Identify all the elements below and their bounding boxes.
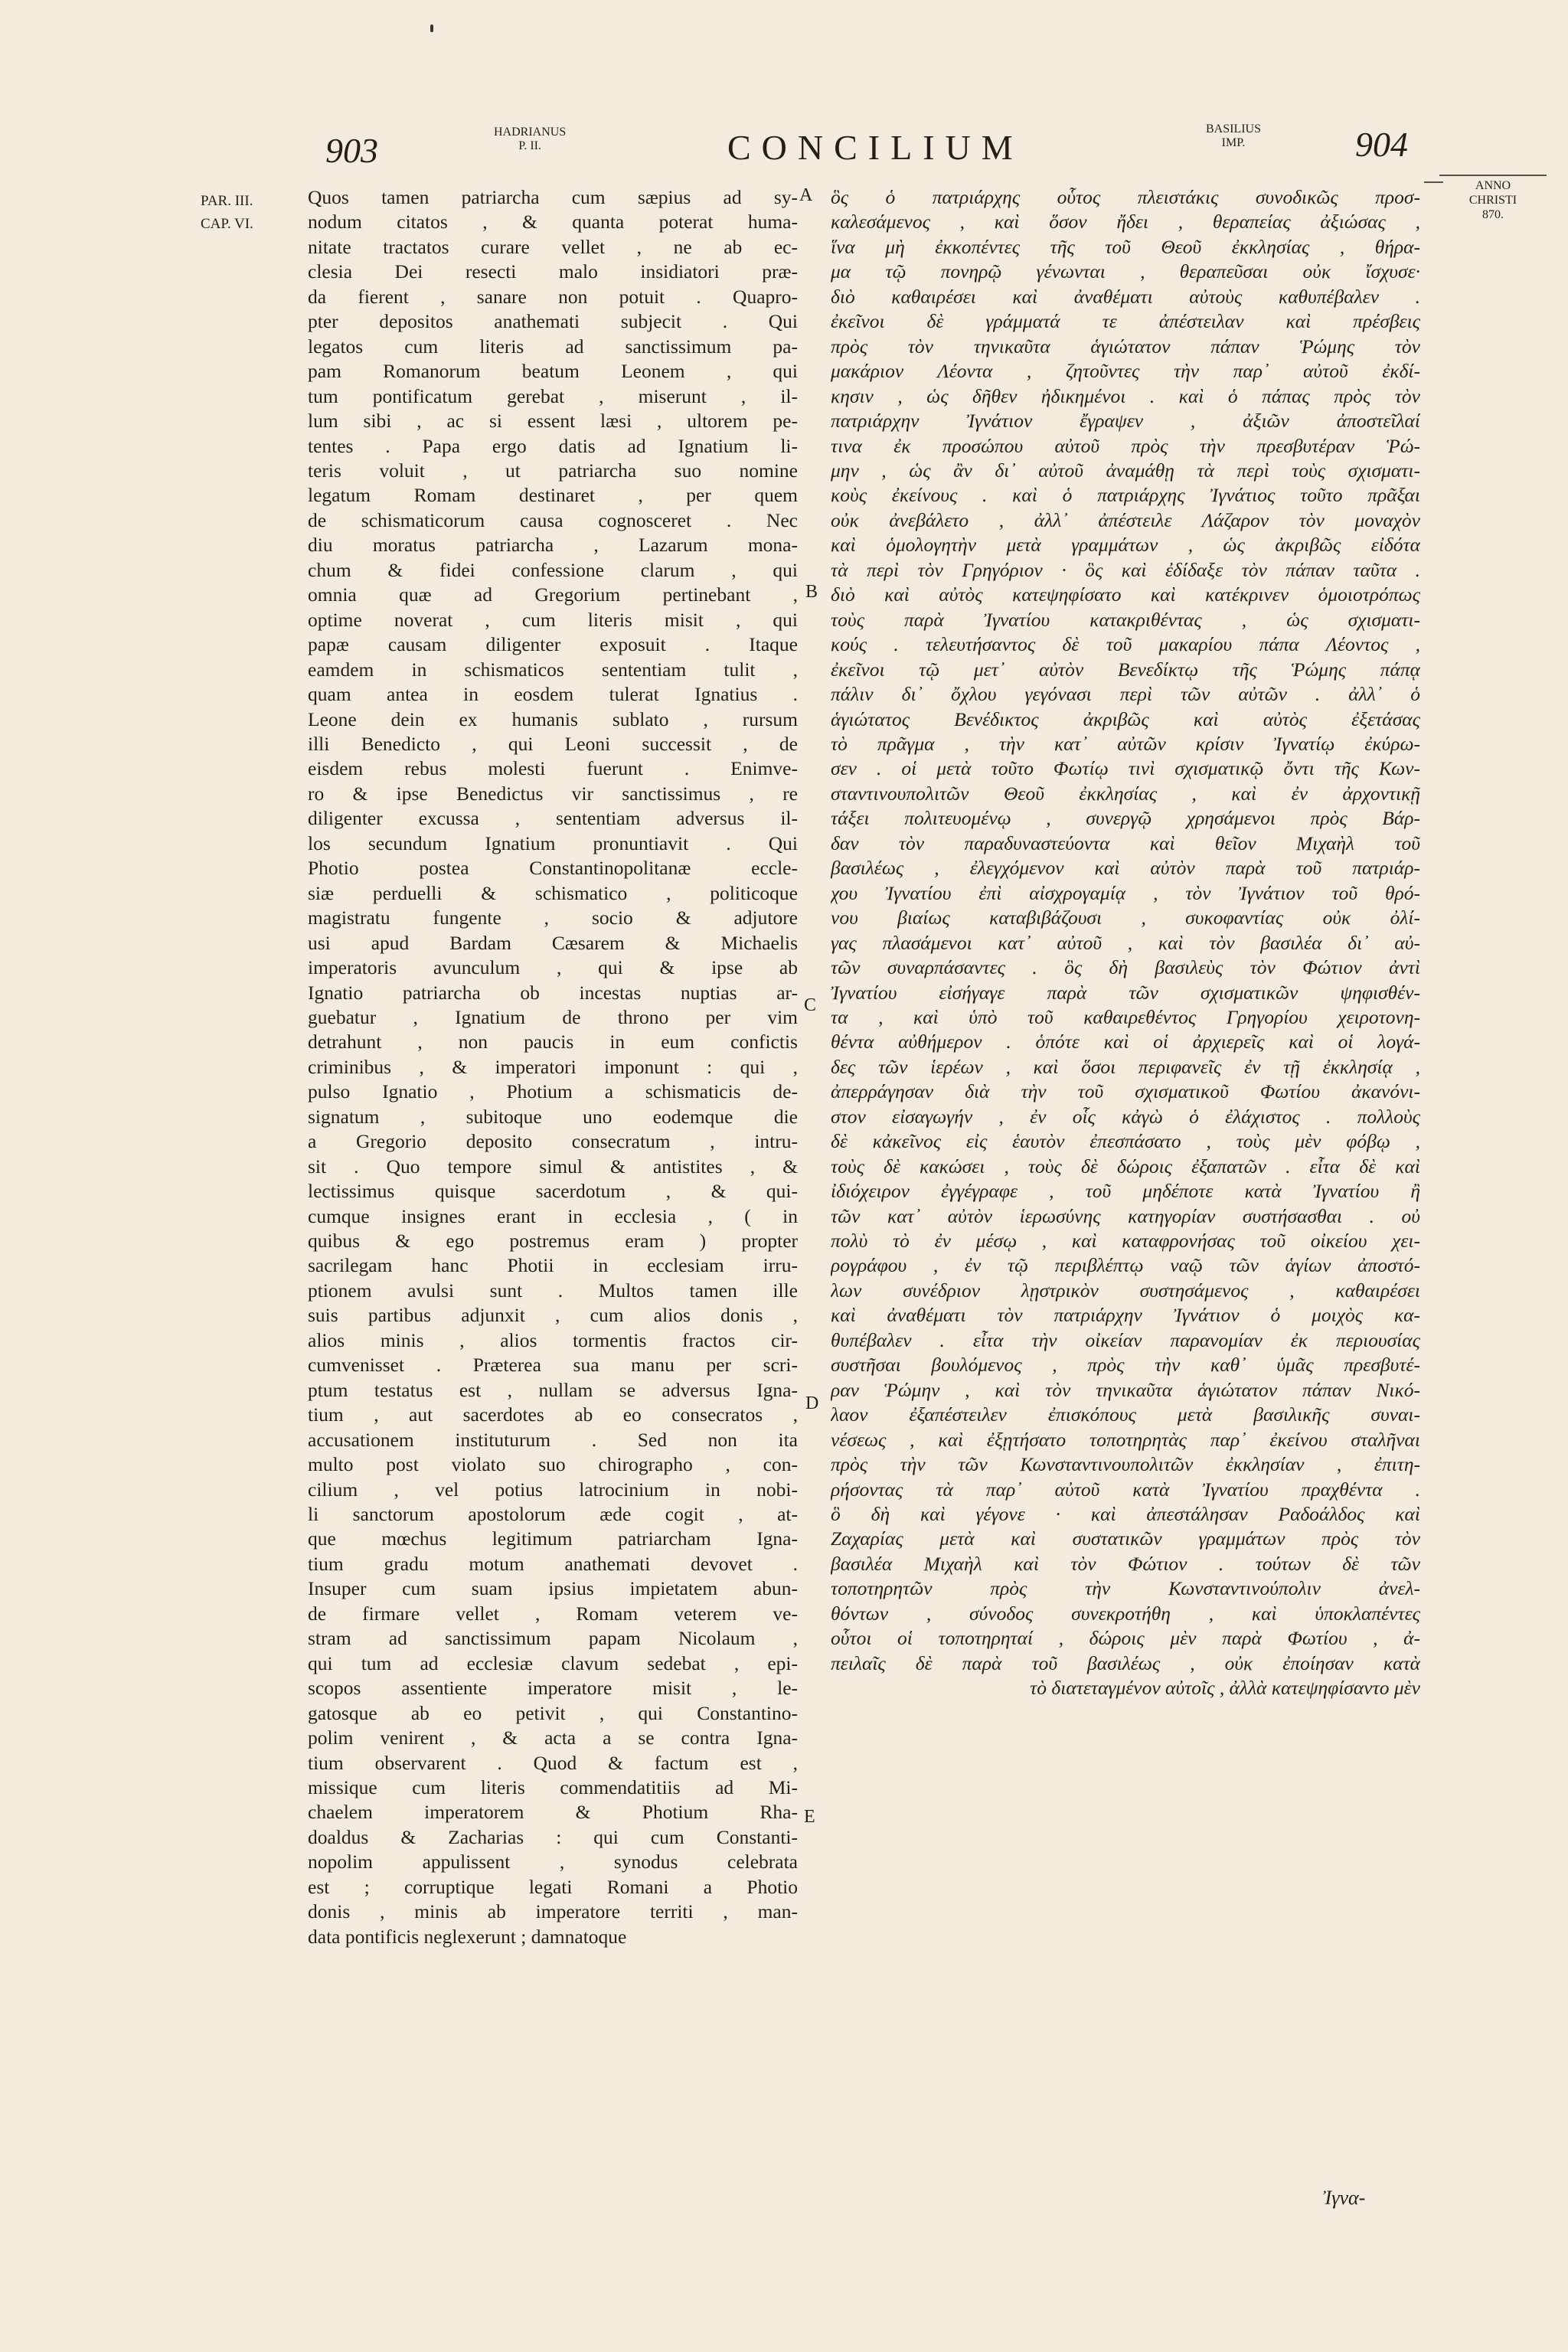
chapter-label: CAP. VI. — [201, 216, 253, 232]
latin-line: Photio postea Constantinopolitanæ eccle- — [308, 857, 798, 880]
latin-line: usi apud Bardam Cæsarem & Michaelis — [308, 931, 798, 954]
latin-line: chum & fidei confessione clarum , qui — [308, 558, 798, 581]
greek-line: ρήσοντας τὰ παρ᾽ αὐτοῦ κατὰ Ἰγνατίου πραχθέντα . — [831, 1478, 1420, 1501]
latin-line: cilium , vel potius latrocinium in nobi- — [308, 1478, 798, 1501]
greek-line: κούς . τελευτήσαντος δὲ τοῦ μακαρίου πάπα Λέοντος , — [831, 633, 1420, 656]
latin-line: quibus & ego postremus eram ) propter — [308, 1230, 798, 1253]
greek-line: χου Ἰγνατίου ἐπὶ αἰσχρογαμίᾳ , τὸν Ἰγνάτιον τοῦ θρό- — [831, 881, 1420, 904]
latin-line: stram ad sanctissimum papam Nicolaum , — [308, 1627, 798, 1650]
latin-line: tium , aut sacerdotes ab eo consecratos , — [308, 1403, 798, 1426]
greek-line: τὸ διατεταγμένον αὐτοῖς , ἀλλὰ κατεψηφίσαντο μὲν — [1030, 1677, 1420, 1700]
latin-line: lectissimus quisque sacerdotum , & qui- — [308, 1180, 798, 1203]
latin-line: legatos cum literis ad sanctissimum pa- — [308, 335, 798, 358]
greek-line: βασιλέα Μιχαὴλ καὶ τὸν Φώτιον . τούτων δὲ τῶν — [831, 1552, 1420, 1575]
greek-line: τὰ περὶ τὸν Γρηγόριον · ὃς καὶ ἐδίδαξε τὸν πάπαν ταῦτα . — [831, 558, 1420, 581]
latin-line: nodum citatos , & quanta poterat huma- — [308, 211, 798, 234]
latin-line: multo post violato suo chirographo , con- — [308, 1453, 798, 1476]
latin-line: diu moratus patriarcha , Lazarum mona- — [308, 534, 798, 557]
greek-line: τὸ πρᾶγμα , τὴν κατ᾽ αὐτῶν κρίσιν Ἰγνατίῳ ἐκύρω- — [831, 732, 1420, 755]
ink-speck — [430, 24, 433, 32]
latin-line: signatum , subitoque uno eodemque die — [308, 1105, 798, 1128]
greek-line: τάξει πολιτευομένῳ , συνεργῷ χρησάμενοι πρὸς Βάρ- — [831, 807, 1420, 830]
part-label: PAR. III. — [201, 193, 253, 209]
greek-line: οὐκ ἀνεβάλετο , ἀλλ᾽ ἀπέστειλε Λάζαρον τὸν μοναχὸν — [831, 508, 1420, 531]
latin-line: da fierent , sanare non potuit . Quapro- — [308, 285, 798, 308]
greek-line: καὶ ὁμολογητὴν μετὰ γραμμάτων , ὡς ἀκριβῶς εἰδότα — [831, 534, 1420, 557]
greek-line: μην , ὡς ἂν δι᾽ αὐτοῦ ἀναμάθῃ τὰ περὶ τοὺς σχισματι- — [831, 459, 1420, 482]
greek-line: οὗτοι οἱ τοποτηρηταί , δώροις μὲν παρὰ Φωτίου , ἀ- — [831, 1627, 1420, 1650]
greek-line: τοὺς δὲ κακώσει , τοὺς δὲ δώροις ἐξαπατῶν . εἶτα δὲ καὶ — [831, 1155, 1420, 1178]
section-letter-c: C — [804, 995, 817, 1015]
latin-line: eisdem rebus molesti fuerunt . Enimve- — [308, 757, 798, 780]
latin-line: siæ perduelli & schismatico , politicoque — [308, 881, 798, 904]
latin-line: que mœchus legitimum patriarcham Igna- — [308, 1527, 798, 1550]
latin-line: gatosque ab eo petivit , qui Constantino- — [308, 1701, 798, 1724]
greek-line: ρογράφου , ἐν τῷ περιβλέπτῳ ναῷ τῶν ἁγίων ἀποστό- — [831, 1254, 1420, 1277]
greek-line: τοὺς παρὰ Ἰγνατίου κατακριθέντας , ὡς σχισματι- — [831, 608, 1420, 631]
running-head-left — [494, 126, 566, 153]
greek-line: τα , καὶ ὑπὸ τοῦ καθαιρεθέντος Γρηγορίου χειροτονη- — [831, 1005, 1420, 1028]
latin-line: li sanctorum apostolorum æde cogit , at- — [308, 1503, 798, 1526]
page-number-right: 904 — [1355, 125, 1408, 164]
latin-line: magistratu fungente , socio & adjutore — [308, 906, 798, 929]
greek-line: πολὺ τὸ ἐν μέσῳ , καὶ καταφρονήσας τοῦ οἰκείου χει- — [831, 1230, 1420, 1253]
latin-line: doaldus & Zacharias : qui cum Constanti- — [308, 1825, 798, 1848]
latin-line: los secundum Ignatium pronuntiavit . Qui — [308, 831, 798, 854]
latin-line: data pontificis neglexerunt ; damnatoque — [308, 1925, 627, 1948]
greek-column — [831, 185, 1420, 1701]
greek-line: Ἰγνατίου εἰσήγαγε παρὰ τῶν σχισματικῶν ψηφισθέν- — [831, 981, 1420, 1004]
latin-line: accusationem instituturum . Sed non ita — [308, 1428, 798, 1451]
section-letter-d: D — [805, 1393, 819, 1413]
latin-line: quam antea in eosdem tulerat Ignatius . — [308, 683, 798, 706]
greek-line: διὸ καθαιρέσει καὶ ἀναθέματι αὐτοὺς καθυπέβαλεν . — [831, 285, 1420, 308]
greek-line: ἀπερράγησαν διὰ τὴν τοῦ σχισματικοῦ Φωτίου ἀκανόνι- — [831, 1080, 1420, 1103]
latin-line: Leone dein ex humanis sublato , rursum — [308, 707, 798, 730]
greek-line: λαον ἐξαπέστειλεν ἐπισκόπους μετὰ βασιλικῆς συναι- — [831, 1403, 1420, 1426]
latin-line: Insuper cum suam ipsius impietatem abun- — [308, 1577, 798, 1600]
section-letter-b: B — [805, 582, 818, 602]
section-letter-a: A — [799, 185, 813, 205]
christi-label: CHRISTI — [1468, 194, 1517, 207]
greek-line: καὶ ἀναθέματι τὸν πατριάρχην Ἰγνάτιον ὁ μοιχὸς κα- — [831, 1304, 1420, 1327]
latin-line: tentes . Papa ergo datis ad Ignatium li- — [308, 434, 798, 457]
running-head-right-line1: BASILIUS — [1206, 122, 1262, 136]
page-number-left: 903 — [325, 131, 378, 170]
latin-line: nitate tractatos curare vellet , ne ab ec- — [308, 235, 798, 258]
latin-line: sacrilegam hanc Photii in ecclesiam irru- — [308, 1254, 798, 1277]
latin-line: tium gradu motum anathemati devovet . — [308, 1552, 798, 1575]
greek-line: ἵνα μὴ ἐκκοπέντες τῆς τοῦ Θεοῦ ἐκκλησίας , θήρα- — [831, 235, 1420, 258]
latin-line: illi Benedicto , qui Leoni successit , de — [308, 732, 798, 755]
latin-line: omnia quæ ad Gregorium pertinebant , — [308, 583, 798, 606]
greek-line: πρὸς τὴν τῶν Κωνσταντινουπολιτῶν ἐκκλησίαν , ἐπιτη- — [831, 1453, 1420, 1476]
greek-line: θόντων , σύνοδος συνεκροτήθη , καὶ ὑποκλαπέντες — [831, 1602, 1420, 1625]
latin-line: sit . Quo tempore simul & antistites , & — [308, 1155, 798, 1178]
latin-line: a Gregorio deposito consecratum , intru- — [308, 1130, 798, 1153]
latin-line: optime noverat , cum literis misit , qui — [308, 608, 798, 631]
greek-line: ὃς ὁ πατριάρχης οὗτος πλειστάκις συνοδικῶς προσ- — [831, 186, 1420, 208]
greek-line: τῶν συναρπάσαντες . ὃς δὴ βασιλεὺς τὸν Φώτιον ἀντὶ — [831, 956, 1420, 979]
latin-line: ro & ipse Benedictus vir sanctissimus , re — [308, 782, 798, 805]
greek-line: νέσεως , καὶ ἐξῃτήσατο τοποτηρητὰς παρ᾽ ἐκείνου σταλῆναι — [831, 1428, 1420, 1451]
greek-line: ραν Ῥώμην , καὶ τὸν τηνικαῦτα ἁγιώτατον πάπαν Νικό- — [831, 1378, 1420, 1401]
greek-line: δὲ κἀκεῖνος εἰς ἑαυτὸν ἐπεσπάσατο , τοὺς μὲν φόβῳ , — [831, 1130, 1420, 1153]
running-head-right-line2: IMP. — [1221, 136, 1246, 149]
greek-line: ἐκεῖνοι τῷ μετ᾽ αὐτὸν Βενεδίκτῳ τῆς Ῥώμης πάπᾳ — [831, 658, 1420, 681]
greek-line: πειλαῖς δὲ παρὰ τοῦ βασιλέως , οὐκ ἐποίησαν κατὰ — [831, 1651, 1420, 1674]
latin-line: clesia Dei resecti malo insidiatori præ- — [308, 260, 798, 283]
greek-line: σταντινουπολιτῶν Θεοῦ ἐκκλησίας , καὶ ἐν ἀρχοντικῇ — [831, 782, 1420, 805]
latin-line: alios minis , alios tormentis fractos cir- — [308, 1328, 798, 1351]
greek-line: βασιλέως , ἐλεγχόμενον καὶ αὐτὸν παρὰ τοῦ πατριάρ- — [831, 857, 1420, 880]
latin-line: criminibus , & imperatori imponunt : qui , — [308, 1055, 798, 1078]
latin-line: suis partibus adjunxit , cum alios donis , — [308, 1304, 798, 1327]
latin-line: eamdem in schismaticos sententiam tulit , — [308, 658, 798, 681]
greek-line: νου βιαίως καταβιβάζουσι , συκοφαντίας οὐκ ὀλί- — [831, 906, 1420, 929]
anno-christi-note — [1439, 175, 1547, 222]
greek-line: τῶν κατ᾽ αὐτὸν ἱερωσύνης κατηγορίαν συστήσασθαι . οὐ — [831, 1204, 1420, 1227]
greek-line: δαν τὸν παραδυναστεύοντα καὶ θεῖον Μιχαὴλ τοῦ — [831, 831, 1420, 854]
latin-line: legatum Romam destinaret , per quem — [308, 484, 798, 507]
running-head-left-line1: HADRIANUS — [494, 126, 567, 139]
latin-line: polim venirent , & acta a se contra Igna- — [308, 1726, 798, 1749]
greek-line: γας πλασάμενοι κατ᾽ αὐτοῦ , καὶ τὸν βασιλέα δι᾽ αὐ- — [831, 931, 1420, 954]
latin-line: tum pontificatum gerebat , miserunt , il- — [308, 384, 798, 407]
latin-line: cumvenisset . Præterea sua manu per scri- — [308, 1354, 798, 1377]
greek-line: τοποτηρητῶν πρὸς τὴν Κωνσταντινούπολιν ἀνελ- — [831, 1577, 1420, 1600]
greek-line: ἰδιόχειρον ἐγγέγραφε , τοῦ μηδέποτε κατὰ Ἰγνατίου ἢ — [831, 1180, 1420, 1203]
anno-year: 870. — [1482, 208, 1504, 221]
running-head-left-line2: P. II. — [518, 139, 541, 152]
greek-line: ὃ δὴ καὶ γέγονε · καὶ ἀπεστάλησαν Ραδοάλδος καὶ — [831, 1503, 1420, 1526]
greek-line: διὸ καὶ αὐτὸς κατεψηφίσατο καὶ κατέκρινεν ὁμοιοτρόπως — [831, 583, 1420, 606]
greek-line: ἐκεῖνοι δὲ γράμματά τε ἀπέστειλαν καὶ πρέσβεις — [831, 310, 1420, 333]
greek-line: Ζαχαρίας μετὰ καὶ συστατικῶν γραμμάτων πρὸς τὸν — [831, 1527, 1420, 1550]
latin-line: cumque insignes erant in ecclesia , ( in — [308, 1204, 798, 1227]
latin-line: guebatur , Ignatium de throno per vim — [308, 1005, 798, 1028]
latin-line: est ; corruptique legati Romani a Photio — [308, 1875, 798, 1898]
latin-line: imperatoris avunculum , qui & ipse ab — [308, 956, 798, 979]
latin-line: pulso Ignatio , Photium a schismaticis de- — [308, 1080, 798, 1103]
greek-line: πάλιν δι᾽ ὄχλου γεγόνασι περὶ τῶν αὐτῶν . ἀλλ᾽ ὁ — [831, 683, 1420, 706]
latin-line: diligenter excussa , sententiam adversus il- — [308, 807, 798, 830]
latin-line: donis , minis ab imperatore territi , man- — [308, 1900, 798, 1923]
latin-line: pter depositos anathemati subjecit . Qui — [308, 310, 798, 333]
latin-line: qui tum ad ecclesiæ clavum sedebat , epi- — [308, 1651, 798, 1674]
latin-line: tium observarent . Quod & factum est , — [308, 1751, 798, 1774]
greek-line: πρὸς τὸν τηνικαῦτα ἁγιώτατον πάπαν Ῥώμης τὸν — [831, 335, 1420, 358]
latin-line: missique cum literis commendatitiis ad Mi- — [308, 1776, 798, 1798]
latin-line: ptionem avulsi sunt . Multos tamen ille — [308, 1279, 798, 1302]
greek-line: λων συνέδριον λῃστρικὸν συστησάμενος , καθαιρέσει — [831, 1279, 1420, 1302]
left-margin-note — [201, 190, 253, 236]
anno-label: ANNO — [1475, 179, 1511, 192]
greek-line: θέντα αὐθήμερον . ὁπότε καὶ οἱ ἀρχιερεῖς καὶ οἱ λογά- — [831, 1031, 1420, 1054]
latin-line: nopolim appulissent , synodus celebrata — [308, 1851, 798, 1873]
latin-line: de schismaticorum causa cognosceret . Nec — [308, 508, 798, 531]
latin-line: lum sibi , ac si essent læsi , ultorem pe- — [308, 410, 798, 433]
latin-line: pam Romanorum beatum Leonem , qui — [308, 360, 798, 383]
latin-line: Quos tamen patriarcha cum sæpius ad sy- — [308, 186, 798, 208]
running-head-right — [1206, 122, 1261, 150]
page-title: CONCILIUM — [727, 128, 1024, 167]
section-letter-e: E — [804, 1807, 815, 1827]
latin-line: detrahunt , non paucis in eum confictis — [308, 1031, 798, 1054]
greek-line: σεν . οἱ μετὰ τοῦτο Φωτίῳ τινὶ σχισματικῷ ὄντι τῆς Κων- — [831, 757, 1420, 780]
greek-line: δες τῶν ἱερέων , καὶ ὅσοι περιφανεῖς ἐν τῇ ἐκκλησίᾳ , — [831, 1055, 1420, 1078]
greek-line: ἁγιώτατος Βενέδικτος ἀκριβῶς καὶ αὐτὸς ἐξετάσας — [831, 707, 1420, 730]
greek-line: κησιν , ὡς δῆθεν ἠδικημένοι . καὶ ὁ πάπας πρὸς τὸν — [831, 384, 1420, 407]
latin-line: de firmare vellet , Romam veterem ve- — [308, 1602, 798, 1625]
greek-line: συστῆσαι βουλόμενος , πρὸς τὴν καθ᾽ ὑμᾶς πρεσβυτέ- — [831, 1354, 1420, 1377]
greek-line: καλεσάμενος , καὶ ὅσον ἤδει , θεραπείας ἀξιώσας , — [831, 211, 1420, 234]
greek-line: τινα ἐκ προσώπου αὐτοῦ πρὸς τὴν πρεσβυτέραν Ῥώ- — [831, 434, 1420, 457]
catchword: Ἰγνα- — [1323, 2187, 1366, 2209]
greek-line: μακάριον Λέοντα , ζητοῦντες τὴν παρ᾽ αὐτοῦ ἐκδί- — [831, 360, 1420, 383]
latin-line: papæ causam diligenter exposuit . Itaque — [308, 633, 798, 656]
latin-line: Ignatio patriarcha ob incestas nuptias ar- — [308, 981, 798, 1004]
latin-line: chaelem imperatorem & Photium Rha- — [308, 1801, 798, 1824]
latin-line: ptum testatus est , nullam se adversus Igna- — [308, 1378, 798, 1401]
greek-line: θυπέβαλεν . εἶτα τὴν οἰκείαν παρανομίαν ἐκ περιουσίας — [831, 1328, 1420, 1351]
greek-line: μα τῷ πονηρῷ γένωνται , θεραπεῦσαι οὐκ ἴσχυσε· — [831, 260, 1420, 283]
latin-line: scopos assentiente imperatore misit , le- — [308, 1677, 798, 1700]
latin-line: teris voluit , ut patriarcha suo nomine — [308, 459, 798, 482]
page-header — [0, 122, 1568, 184]
latin-column — [308, 185, 798, 1949]
greek-line: στον εἰσαγωγήν , ἐν οἷς κἀγὼ ὁ ἐλάχιστος . πολλοὺς — [831, 1105, 1420, 1128]
greek-line: πατριάρχην Ἰγνάτιον ἔγραψεν , ἀξιῶν ἀποστεῖλαί — [831, 410, 1420, 433]
greek-line: κοὺς ἐκείνους . καὶ ὁ πατριάρχης Ἰγνάτιος τοῦτο πρᾶξαι — [831, 484, 1420, 507]
